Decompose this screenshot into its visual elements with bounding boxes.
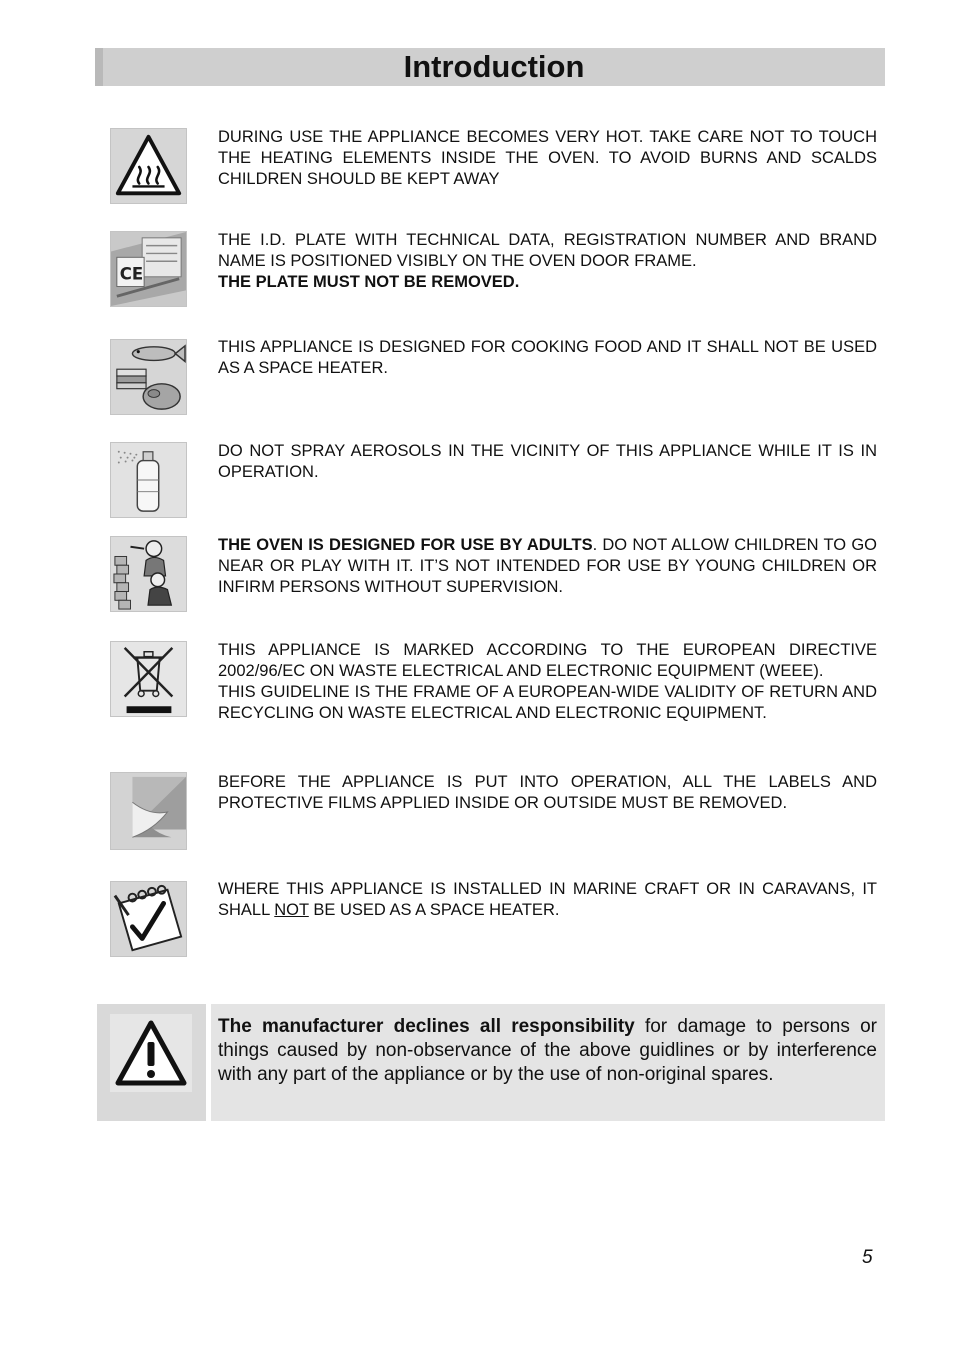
marine-text-after: BE USED AS A SPACE HEATER. (308, 901, 560, 919)
notice-text-rest: for damage to persons or things caused by non-observance of the above guidlines or by interference with any part of the appliance or by the use of non-original spares. (218, 1016, 877, 1085)
protective-film-peel-icon (110, 772, 187, 850)
weee-guideline-text: THIS GUIDELINE IS THE FRAME OF A EUROPEAN-WIDE VALIDITY OF RETURN AND RECYCLING ON WASTE ELECTRICAL AND ELECTRONIC EQUIPMENT. (218, 683, 877, 722)
page-number: 5 (862, 1247, 873, 1268)
notepad-checkmark-icon (110, 881, 187, 957)
notice-icon-column (97, 1004, 206, 1121)
responsibility-notice (97, 1004, 885, 1121)
svg-text:CE: CE (119, 264, 144, 284)
section-hot-surface-text: DURING USE THE APPLIANCE BECOMES VERY HOT. TAKE CARE NOT TO TOUCH THE HEATING ELEMENTS INSIDE THE OVEN. TO AVOID BURNS AND SCALDS CHILDREN SHOULD BE KEPT AWAY (218, 128, 877, 188)
section-marine-text (218, 879, 877, 921)
section-food-text: THIS APPLIANCE IS DESIGNED FOR COOKING FOOD AND IT SHALL NOT BE USED AS A SPACE HEATER. (218, 338, 877, 377)
children-text-rest: . DO NOT ALLOW CHILDREN TO GO NEAR OR PLAY WITH IT. IT’S NOT INTENDED FOR USE BY YOUNG CHILDREN OR INFIRM PERSONS WITHOUT SUPERVISION. (218, 536, 877, 596)
section-id-plate-text (218, 230, 877, 293)
notice-divider (206, 1004, 211, 1121)
weee-crossed-bin-icon (110, 641, 187, 717)
section-aerosol-text: DO NOT SPRAY AEROSOLS IN THE VICINITY OF THIS APPLIANCE WHILE IT IS IN OPERATION. (218, 442, 877, 481)
exclamation-warning-icon (110, 1014, 192, 1092)
section-children-text (218, 535, 877, 598)
children-playing-icon (110, 536, 187, 612)
weee-directive-text: THIS APPLIANCE IS MARKED ACCORDING TO THE EUROPEAN DIRECTIVE 2002/96/EC ON WASTE ELECTRICAL AND ELECTRONIC EQUIPMENT (WEEE). (218, 641, 877, 680)
marine-text-not: NOT (274, 901, 309, 919)
section-films-text: BEFORE THE APPLIANCE IS PUT INTO OPERATION, ALL THE LABELS AND PROTECTIVE FILMS APPLIED INSIDE OR OUTSIDE MUST BE REMOVED. (218, 773, 877, 812)
hot-surface-warning-icon (110, 128, 187, 204)
title-bar (95, 48, 885, 86)
food-fish-cake-chicken-icon (110, 339, 187, 415)
notice-bold-lead: The manufacturer declines all responsibility (218, 1016, 635, 1037)
id-plate-description: THE I.D. PLATE WITH TECHNICAL DATA, REGISTRATION NUMBER AND BRAND NAME IS POSITIONED VISIBLY ON THE OVEN DOOR FRAME. (218, 231, 877, 270)
notice-text (218, 1015, 877, 1087)
page-title: Introduction (403, 49, 585, 84)
children-bold-lead: THE OVEN IS DESIGNED FOR USE BY ADULTS (218, 536, 593, 554)
aerosol-spray-can-icon (110, 442, 187, 518)
id-plate-warning: THE PLATE MUST NOT BE REMOVED. (218, 273, 520, 291)
marine-text-before: WHERE THIS APPLIANCE IS INSTALLED IN MARINE CRAFT OR IN CARAVANS, IT SHALL (218, 880, 877, 919)
id-plate-ce-icon (110, 231, 187, 307)
section-weee-text (218, 640, 877, 724)
